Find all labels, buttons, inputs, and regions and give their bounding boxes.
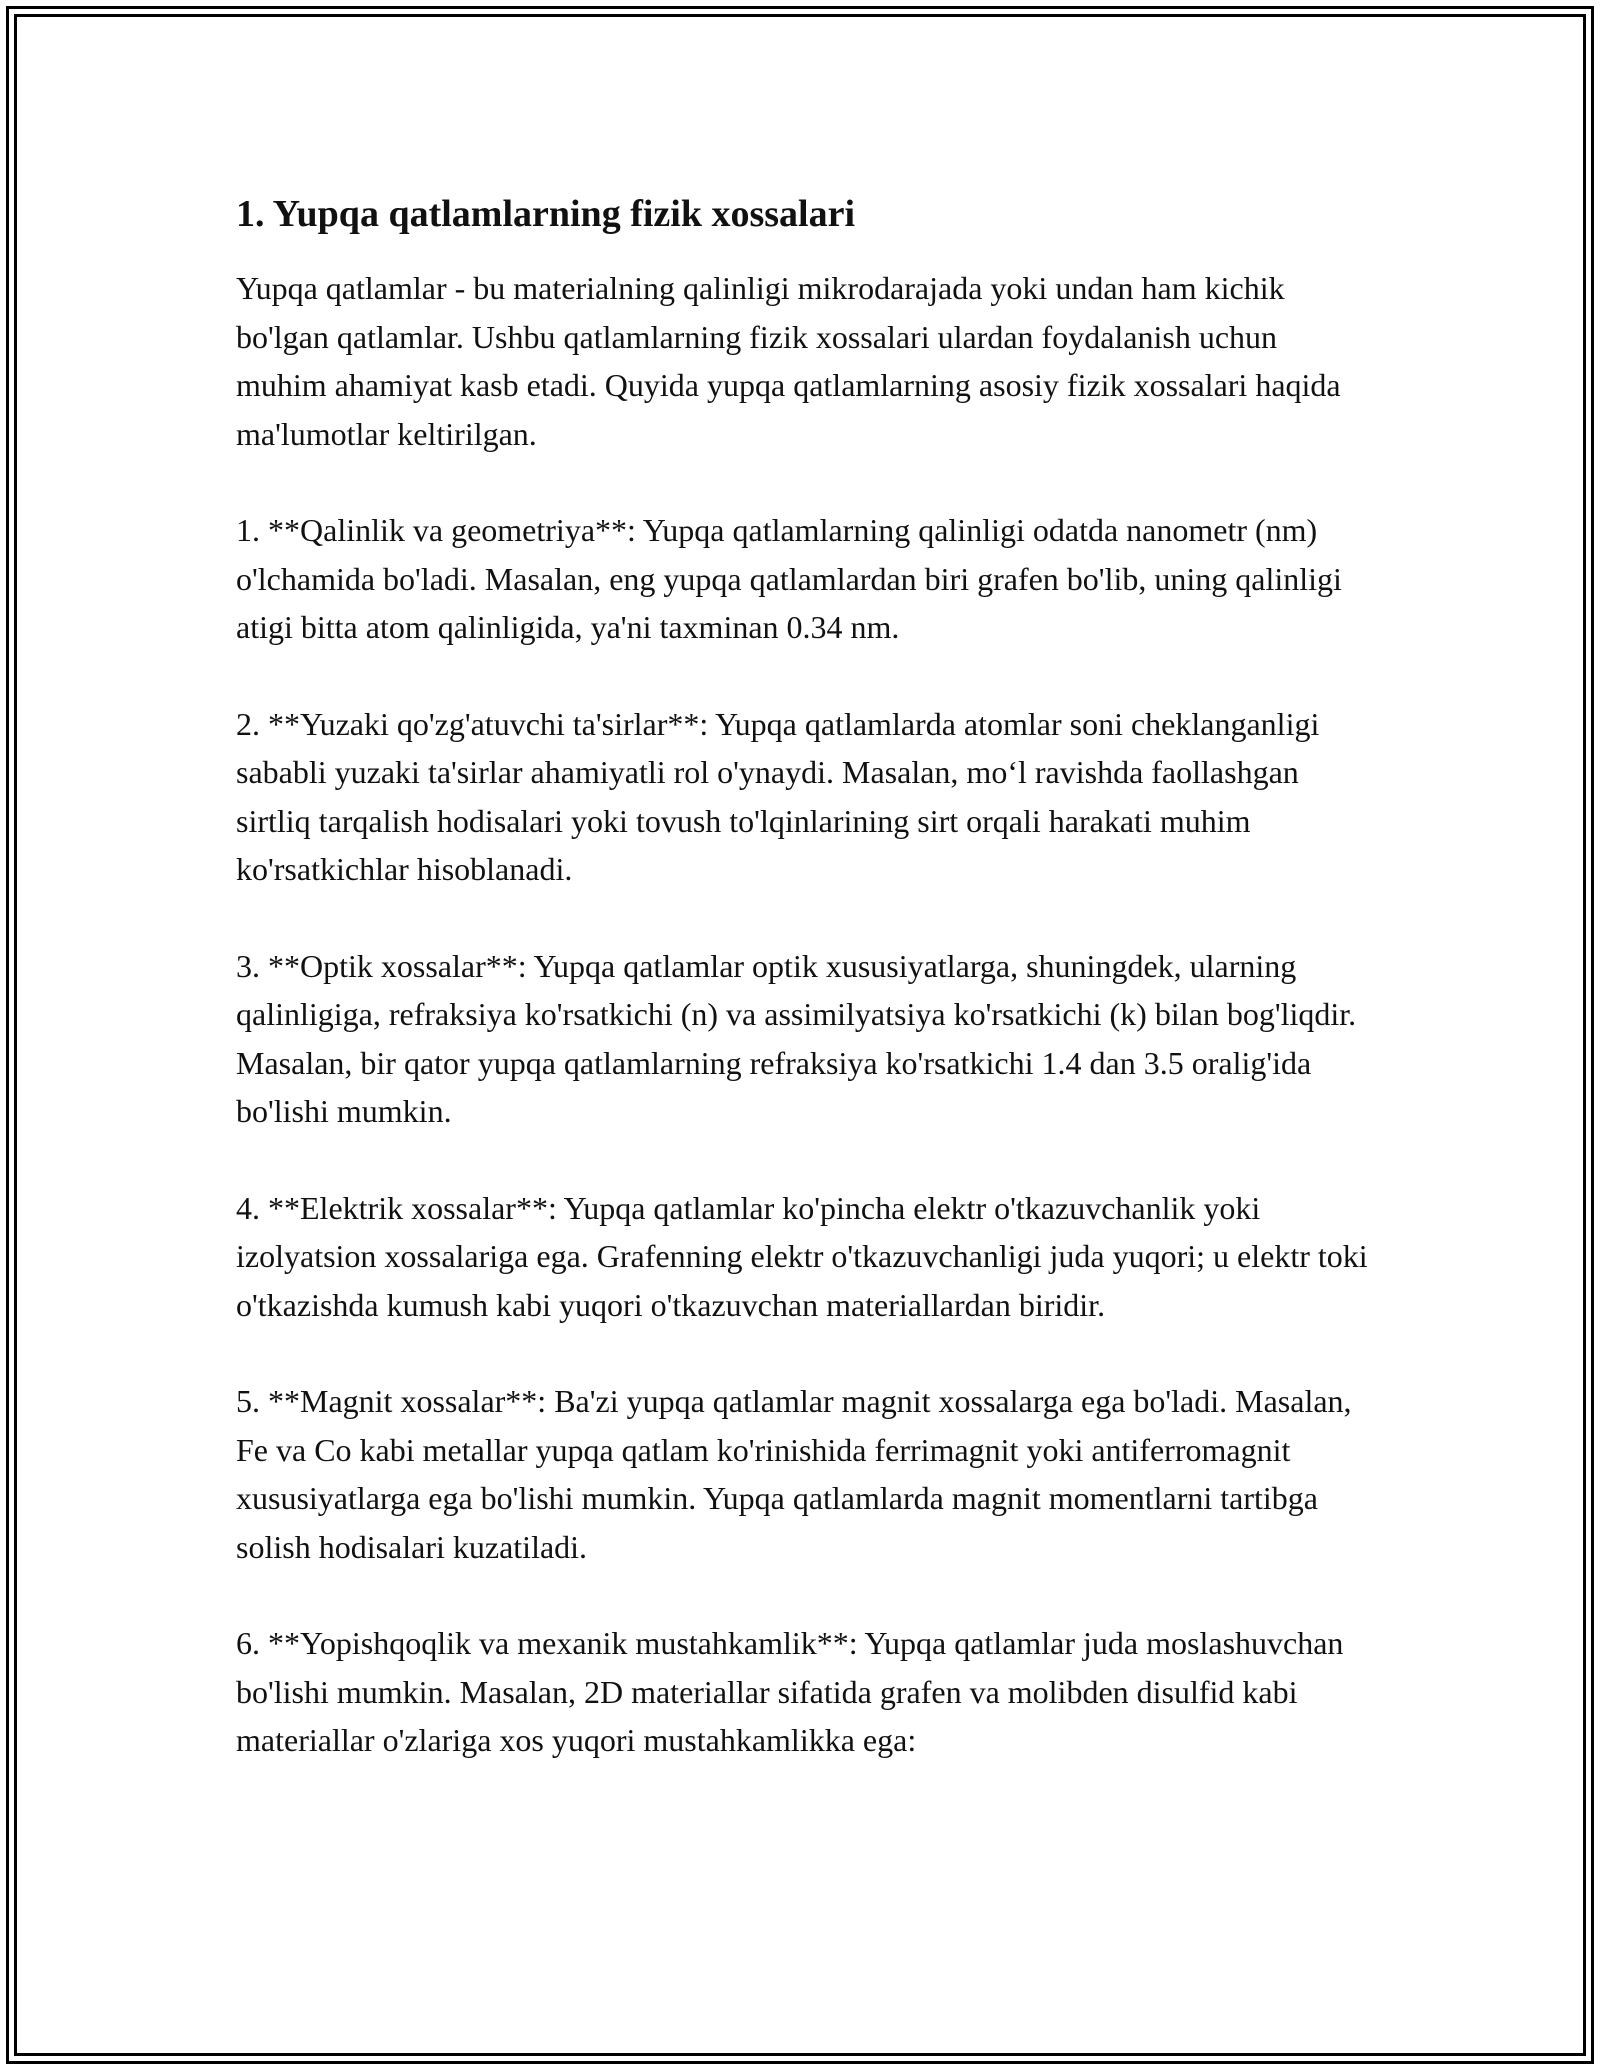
paragraph-mechanical-properties: 6. **Yopishqoqlik va mexanik mustahkamlik**: Yupqa qatlamlar juda moslashuvchan bo'lishi mumkin. Masalan, 2D materiallar sifatida grafen va molibden disulfid kabi materiallar o'zlariga xos yuqori mustahkamlikka ega: (236, 1625, 1344, 1758)
intro-paragraph: Yupqa qatlamlar - bu materialning qalinligi mikrodarajada yoki undan ham kichik bo'lgan qatlamlar. Ushbu qatlamlarning fizik xossalari ulardan foydalanish uchun muhim ahamiyat kasb etadi. Quyida yupqa qatlamlarning asosiy fizik xossalari haqida ma'lumotlar keltirilgan. (236, 270, 1341, 452)
paragraph-thickness-geometry: 1. **Qalinlik va geometriya**: Yupqa qatlamlarning qalinligi odatda nanometr (nm) o'lchamida bo'ladi. Masalan, eng yupqa qatlamlardan biri grafen bo'lib, uning qalinligi atigi bitta atom qalinligida, ya'ni taxminan 0.34 nm. (236, 512, 1342, 645)
section-heading: 1. Yupqa qatlamlarning fizik xossalari (236, 193, 856, 235)
paragraph-electrical-properties: 4. **Elektrik xossalar**: Yupqa qatlamlar ko'pincha elektr o'tkazuvchanlik yoki izolyatsion xossalariga ega. Grafenning elektr o'tkazuvchanligi juda yuqori; u elektr toki o'tkazishda kumush kabi yuqori o'tkazuvchan materiallardan biridir. (236, 1189, 1368, 1323)
paragraph-surface-effects: 2. **Yuzaki qo'zg'atuvchi ta'sirlar**: Yupqa qatlamlarda atomlar soni cheklanganligi sababli yuzaki ta'sirlar ahamiyatli rol o'ynaydi. Masalan, mo‘l ravishda faollashgan sirtliq tarqalish hodisalari yoki tovush to'lqinlarining sirt orqali harakati muhim ko'rsatkichlar hisoblanadi. (236, 705, 1320, 887)
document-body (236, 186, 1372, 1813)
paragraph-optical-properties: 3. **Optik xossalar**: Yupqa qatlamlar optik xususiyatlarga, shuningdek, ularning qalinligiga, refraksiya ko'rsatkichi (n) va assimilyatsiya ko'rsatkichi (k) bilan bog'liqdir. Masalan, bir qator yupqa qatlamlarning refraksiya ko'rsatkichi 1.4 dan 3.5 oralig'ida bo'lishi mumkin. (236, 947, 1357, 1129)
paragraph-magnetic-properties: 5. **Magnit xossalar**: Ba'zi yupqa qatlamlar magnit xossalarga ega bo'ladi. Masalan, Fe va Co kabi metallar yupqa qatlam ko'rinishida ferrimagnit yoki antiferromagnit xususiyatlarga ega bo'lishi mumkin. Yupqa qatlamlarda magnit momentlarni tartibga solish hodisalari kuzatiladi. (236, 1383, 1352, 1565)
